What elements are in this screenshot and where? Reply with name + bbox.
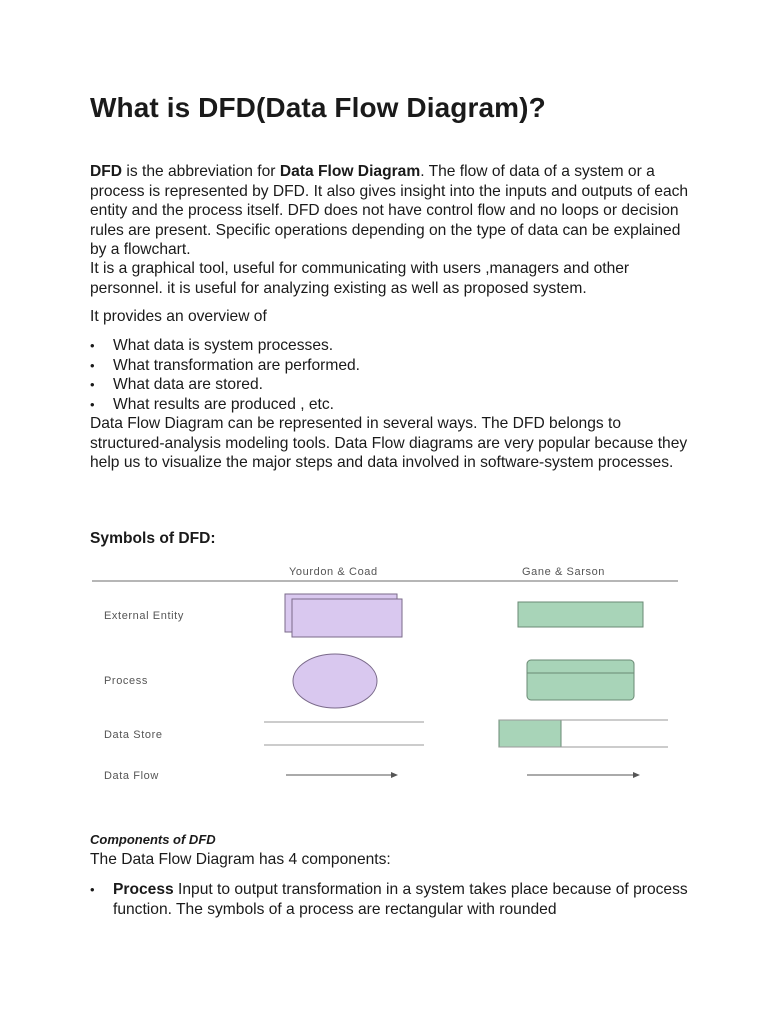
yourdon-data-store-symbol [264, 722, 424, 745]
row-label-external-entity: External Entity [104, 610, 184, 622]
intro-term-dfd: DFD [90, 163, 123, 180]
yourdon-external-entity-symbol [285, 594, 402, 637]
graphical-tool-paragraph: It is a graphical tool, useful for communicating with users ,managers and other personnel. it is useful for analyzing existing as well as proposed system. [90, 260, 630, 297]
yourdon-process-symbol [293, 654, 377, 708]
row-label-data-flow: Data Flow [104, 770, 159, 782]
gane-data-store-symbol [499, 720, 668, 747]
gane-external-entity-symbol [518, 602, 643, 627]
component-term: Process [113, 881, 174, 898]
list-item: • What data is system processes. [90, 336, 360, 356]
column-header-yourdon: Yourdon & Coad [289, 566, 378, 578]
overview-label: It provides an overview of [90, 308, 267, 325]
components-intro: The Data Flow Diagram has 4 components: [90, 851, 391, 868]
component-text: Input to output transformation in a system takes place because of process function. The symbols of a process are rectangular with rounded [113, 881, 688, 918]
symbols-heading: Symbols of DFD: [90, 530, 216, 547]
intro-paragraph: DFD is the abbreviation for Data Flow Diagram. The flow of data of a system or a process is represented by DFD. It also gives insight into the inputs and outputs of each entity and the process itself. DFD does not have control flow and no loops or decision rules are present. Specific operations depending on the type of data can be explained by a flowchart. [90, 163, 689, 258]
column-header-gane: Gane & Sarson [522, 566, 606, 578]
row-label-data-store: Data Store [104, 729, 163, 741]
intro-term-data-flow-diagram: Data Flow Diagram [279, 163, 421, 180]
list-item: • What results are produced , etc. [90, 395, 360, 415]
gane-data-flow-arrow [527, 772, 640, 778]
row-label-process: Process [104, 675, 148, 687]
page-title: What is DFD(Data Flow Diagram)? [90, 92, 546, 123]
components-heading: Components of DFD [90, 832, 216, 847]
list-item: • What data are stored. [90, 375, 360, 395]
yourdon-data-flow-arrow [286, 772, 398, 778]
representation-paragraph: Data Flow Diagram can be represented in several ways. The DFD belongs to structured-analysis modeling tools. Data Flow diagrams are very popular because they help us to visualize the major steps and data involved in software-system processes. [90, 415, 688, 471]
gane-process-symbol [527, 660, 634, 700]
list-item: • What transformation are performed. [90, 356, 360, 376]
